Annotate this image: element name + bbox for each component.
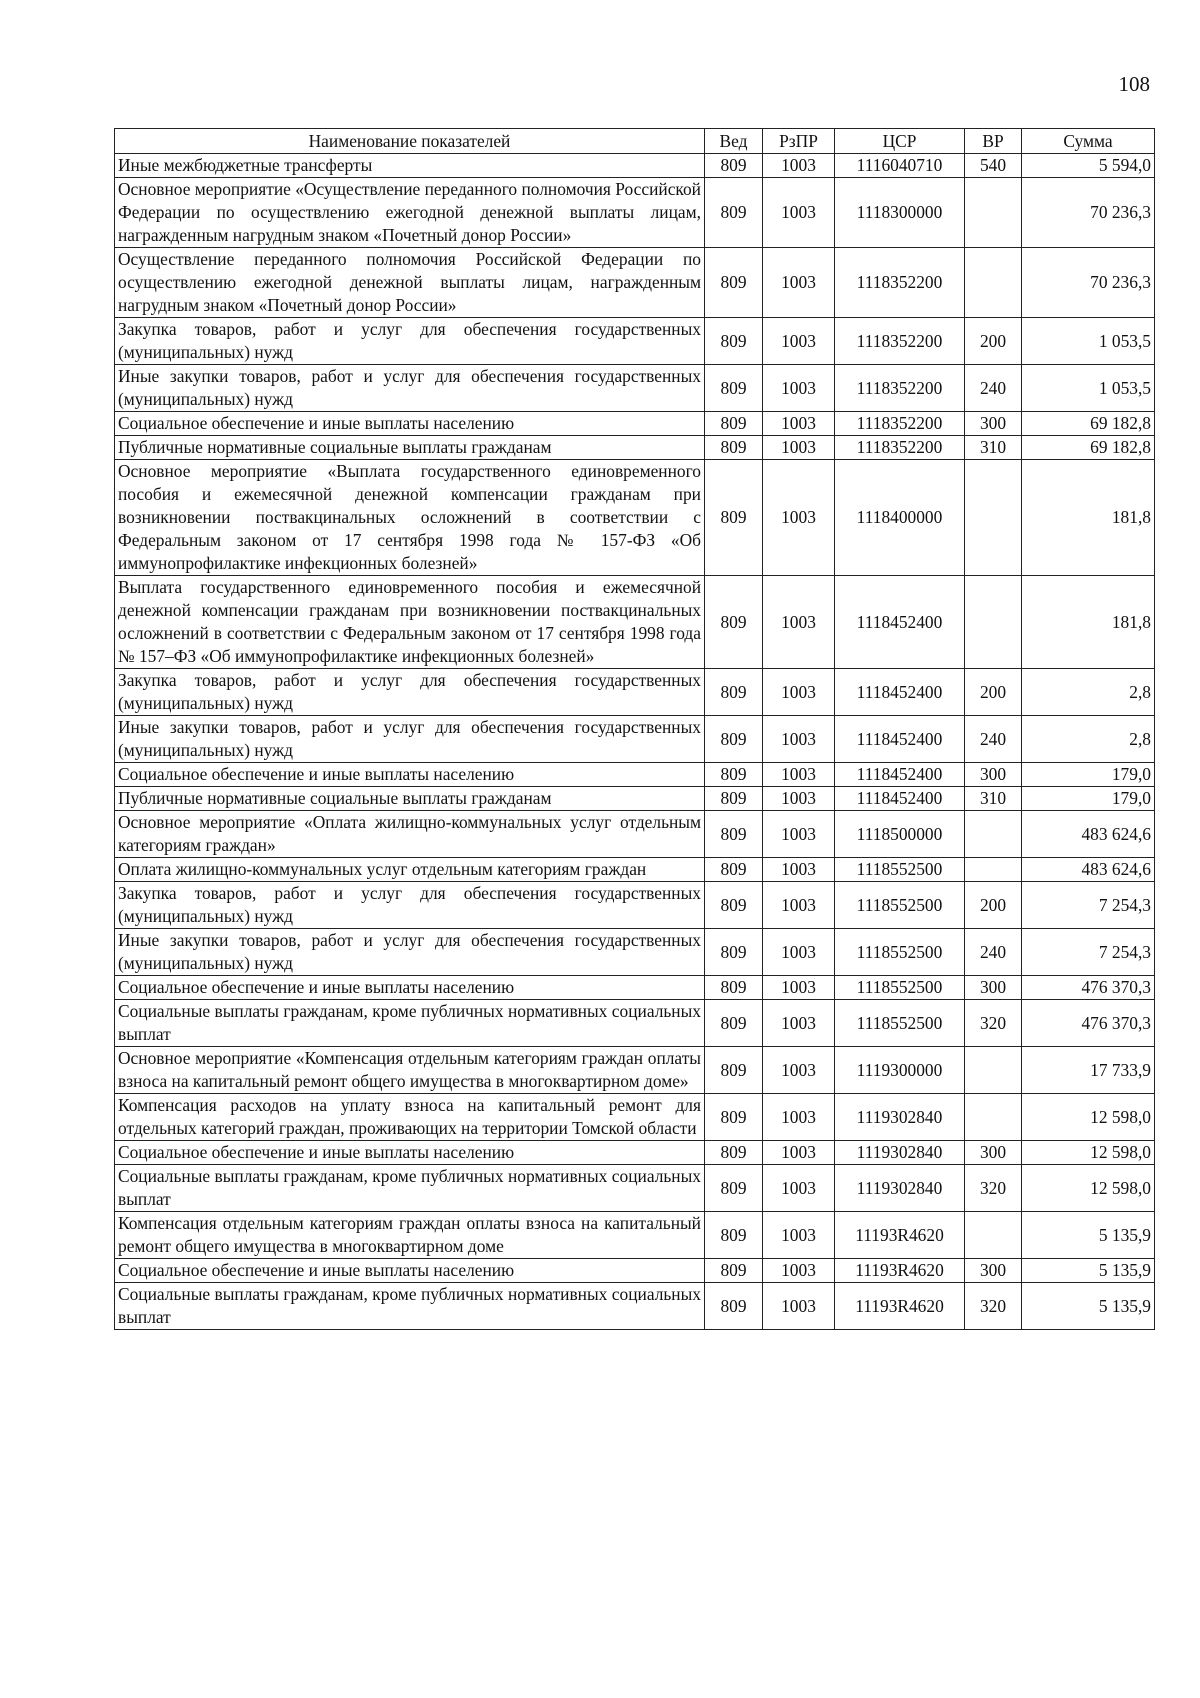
- cell-name: Закупка товаров, работ и услуг для обеспечения государственных (муниципальных) нужд: [115, 669, 705, 716]
- cell-sum: 2,8: [1022, 669, 1155, 716]
- header-rzpr: РзПР: [763, 129, 835, 154]
- cell-csr: 1119302840: [835, 1165, 965, 1212]
- cell-ved: 809: [705, 976, 763, 1000]
- cell-rzpr: 1003: [763, 1283, 835, 1330]
- cell-sum: 483 624,6: [1022, 811, 1155, 858]
- cell-ved: 809: [705, 318, 763, 365]
- cell-vr: 320: [965, 1283, 1022, 1330]
- cell-ved: 809: [705, 787, 763, 811]
- cell-name: Социальные выплаты гражданам, кроме публичных нормативных социальных выплат: [115, 1165, 705, 1212]
- cell-csr: 1118352200: [835, 248, 965, 318]
- cell-ved: 809: [705, 858, 763, 882]
- table-row: [115, 178, 1155, 248]
- cell-ved: 809: [705, 365, 763, 412]
- cell-vr: 200: [965, 669, 1022, 716]
- cell-vr: 310: [965, 787, 1022, 811]
- cell-vr: 540: [965, 154, 1022, 178]
- cell-ved: 809: [705, 1212, 763, 1259]
- cell-name: Социальное обеспечение и иные выплаты населению: [115, 763, 705, 787]
- cell-rzpr: 1003: [763, 154, 835, 178]
- cell-name: Иные закупки товаров, работ и услуг для обеспечения государственных (муниципальных) нужд: [115, 929, 705, 976]
- cell-vr: [965, 178, 1022, 248]
- cell-csr: 1118452400: [835, 716, 965, 763]
- cell-sum: 483 624,6: [1022, 858, 1155, 882]
- page-number: 108: [1118, 72, 1150, 96]
- header-ved: Вед: [705, 129, 763, 154]
- cell-vr: [965, 248, 1022, 318]
- cell-vr: 240: [965, 716, 1022, 763]
- cell-name: Иные закупки товаров, работ и услуг для обеспечения государственных (муниципальных) нужд: [115, 716, 705, 763]
- table-row: [115, 436, 1155, 460]
- cell-ved: 809: [705, 669, 763, 716]
- cell-sum: 12 598,0: [1022, 1165, 1155, 1212]
- cell-ved: 809: [705, 1094, 763, 1141]
- table-row: [115, 1283, 1155, 1330]
- table-header: [115, 129, 1155, 154]
- cell-vr: [965, 1047, 1022, 1094]
- cell-sum: 181,8: [1022, 460, 1155, 576]
- cell-rzpr: 1003: [763, 787, 835, 811]
- cell-rzpr: 1003: [763, 460, 835, 576]
- table-row: [115, 460, 1155, 576]
- cell-ved: 809: [705, 882, 763, 929]
- table-row: [115, 669, 1155, 716]
- cell-csr: 1119302840: [835, 1141, 965, 1165]
- cell-vr: [965, 576, 1022, 669]
- table-row: [115, 1212, 1155, 1259]
- cell-sum: 5 135,9: [1022, 1259, 1155, 1283]
- header-row: [115, 129, 1155, 154]
- cell-vr: 300: [965, 976, 1022, 1000]
- cell-vr: [965, 1212, 1022, 1259]
- header-vr: ВР: [965, 129, 1022, 154]
- cell-sum: 70 236,3: [1022, 178, 1155, 248]
- cell-sum: 12 598,0: [1022, 1141, 1155, 1165]
- cell-sum: 1 053,5: [1022, 318, 1155, 365]
- cell-ved: 809: [705, 716, 763, 763]
- cell-csr: 1118352200: [835, 412, 965, 436]
- cell-vr: 200: [965, 882, 1022, 929]
- cell-ved: 809: [705, 1047, 763, 1094]
- cell-rzpr: 1003: [763, 976, 835, 1000]
- cell-csr: 1118352200: [835, 365, 965, 412]
- cell-name: Социальное обеспечение и иные выплаты населению: [115, 1259, 705, 1283]
- table-row: [115, 1141, 1155, 1165]
- cell-sum: 12 598,0: [1022, 1094, 1155, 1141]
- table-row: [115, 154, 1155, 178]
- cell-vr: [965, 811, 1022, 858]
- cell-csr: 1119300000: [835, 1047, 965, 1094]
- cell-name: Публичные нормативные социальные выплаты гражданам: [115, 787, 705, 811]
- cell-ved: 809: [705, 763, 763, 787]
- header-name: Наименование показателей: [115, 129, 705, 154]
- cell-sum: 476 370,3: [1022, 976, 1155, 1000]
- cell-name: Оплата жилищно-коммунальных услуг отдельным категориям граждан: [115, 858, 705, 882]
- budget-table: [114, 128, 1155, 1330]
- cell-rzpr: 1003: [763, 1165, 835, 1212]
- cell-vr: 300: [965, 1259, 1022, 1283]
- cell-vr: 240: [965, 929, 1022, 976]
- table-row: [115, 929, 1155, 976]
- cell-ved: 809: [705, 248, 763, 318]
- table-row: [115, 1094, 1155, 1141]
- cell-sum: 5 594,0: [1022, 154, 1155, 178]
- cell-name: Основное мероприятие «Осуществление переданного полномочия Российской Федерации по осуществлению ежегодной денежной выплаты лицам, награжденным нагрудным знаком «Почетный донор России»: [115, 178, 705, 248]
- cell-rzpr: 1003: [763, 1259, 835, 1283]
- cell-sum: 70 236,3: [1022, 248, 1155, 318]
- cell-rzpr: 1003: [763, 178, 835, 248]
- cell-name: Социальное обеспечение и иные выплаты населению: [115, 1141, 705, 1165]
- cell-sum: 5 135,9: [1022, 1283, 1155, 1330]
- cell-ved: 809: [705, 178, 763, 248]
- cell-csr: 1118352200: [835, 436, 965, 460]
- cell-vr: 300: [965, 763, 1022, 787]
- cell-csr: 1118452400: [835, 576, 965, 669]
- cell-csr: 1118352200: [835, 318, 965, 365]
- cell-vr: 300: [965, 412, 1022, 436]
- cell-rzpr: 1003: [763, 318, 835, 365]
- cell-csr: 1118552500: [835, 1000, 965, 1047]
- cell-vr: 200: [965, 318, 1022, 365]
- cell-rzpr: 1003: [763, 412, 835, 436]
- cell-csr: 1118300000: [835, 178, 965, 248]
- cell-ved: 809: [705, 1165, 763, 1212]
- table-row: [115, 1259, 1155, 1283]
- cell-rzpr: 1003: [763, 1094, 835, 1141]
- table-row: [115, 763, 1155, 787]
- cell-ved: 809: [705, 412, 763, 436]
- cell-rzpr: 1003: [763, 1141, 835, 1165]
- table-row: [115, 1047, 1155, 1094]
- cell-vr: [965, 1094, 1022, 1141]
- cell-ved: 809: [705, 811, 763, 858]
- cell-sum: 179,0: [1022, 763, 1155, 787]
- cell-csr: 1118400000: [835, 460, 965, 576]
- cell-csr: 11193R4620: [835, 1259, 965, 1283]
- cell-vr: 320: [965, 1165, 1022, 1212]
- cell-name: Публичные нормативные социальные выплаты гражданам: [115, 436, 705, 460]
- cell-csr: 1118500000: [835, 811, 965, 858]
- cell-rzpr: 1003: [763, 882, 835, 929]
- cell-name: Социальные выплаты гражданам, кроме публичных нормативных социальных выплат: [115, 1283, 705, 1330]
- cell-ved: 809: [705, 576, 763, 669]
- cell-csr: 1118552500: [835, 976, 965, 1000]
- cell-ved: 809: [705, 460, 763, 576]
- table-row: [115, 1000, 1155, 1047]
- cell-sum: 69 182,8: [1022, 436, 1155, 460]
- cell-sum: 2,8: [1022, 716, 1155, 763]
- cell-csr: 1118452400: [835, 669, 965, 716]
- cell-rzpr: 1003: [763, 436, 835, 460]
- cell-sum: 476 370,3: [1022, 1000, 1155, 1047]
- cell-csr: 11193R4620: [835, 1212, 965, 1259]
- cell-sum: 17 733,9: [1022, 1047, 1155, 1094]
- cell-csr: 1119302840: [835, 1094, 965, 1141]
- header-csr: ЦСР: [835, 129, 965, 154]
- cell-rzpr: 1003: [763, 1212, 835, 1259]
- table-row: [115, 976, 1155, 1000]
- cell-name: Основное мероприятие «Выплата государственного единовременного пособия и ежемесячной денежной компенсации гражданам при возникновении поствакцинальных осложнений в соответствии с Федеральным законом от 17 сентября 1998 года № 157-ФЗ «Об иммунопрофилактике инфекционных болезней»: [115, 460, 705, 576]
- cell-vr: [965, 858, 1022, 882]
- cell-sum: 69 182,8: [1022, 412, 1155, 436]
- cell-csr: 1118552500: [835, 929, 965, 976]
- cell-ved: 809: [705, 1141, 763, 1165]
- cell-name: Основное мероприятие «Оплата жилищно-коммунальных услуг отдельным категориям граждан»: [115, 811, 705, 858]
- cell-name: Основное мероприятие «Компенсация отдельным категориям граждан оплаты взноса на капитальный ремонт общего имущества в многоквартирном доме»: [115, 1047, 705, 1094]
- cell-rzpr: 1003: [763, 669, 835, 716]
- cell-name: Социальное обеспечение и иные выплаты населению: [115, 976, 705, 1000]
- cell-vr: 310: [965, 436, 1022, 460]
- cell-name: Иные закупки товаров, работ и услуг для обеспечения государственных (муниципальных) нужд: [115, 365, 705, 412]
- cell-csr: 11193R4620: [835, 1283, 965, 1330]
- header-sum: Сумма: [1022, 129, 1155, 154]
- cell-ved: 809: [705, 1000, 763, 1047]
- cell-rzpr: 1003: [763, 858, 835, 882]
- cell-vr: 320: [965, 1000, 1022, 1047]
- cell-name: Компенсация отдельным категориям граждан оплаты взноса на капитальный ремонт общего имущества в многоквартирном доме: [115, 1212, 705, 1259]
- cell-vr: [965, 460, 1022, 576]
- table-row: [115, 576, 1155, 669]
- cell-sum: 179,0: [1022, 787, 1155, 811]
- cell-sum: 181,8: [1022, 576, 1155, 669]
- cell-vr: 300: [965, 1141, 1022, 1165]
- cell-rzpr: 1003: [763, 248, 835, 318]
- table-row: [115, 1165, 1155, 1212]
- cell-ved: 809: [705, 436, 763, 460]
- cell-csr: 1118452400: [835, 787, 965, 811]
- cell-vr: 240: [965, 365, 1022, 412]
- table-row: [115, 318, 1155, 365]
- cell-rzpr: 1003: [763, 929, 835, 976]
- table-row: [115, 811, 1155, 858]
- table-body: [115, 154, 1155, 1330]
- cell-rzpr: 1003: [763, 1047, 835, 1094]
- table-row: [115, 858, 1155, 882]
- cell-sum: 1 053,5: [1022, 365, 1155, 412]
- cell-rzpr: 1003: [763, 1000, 835, 1047]
- cell-rzpr: 1003: [763, 365, 835, 412]
- cell-rzpr: 1003: [763, 811, 835, 858]
- cell-rzpr: 1003: [763, 716, 835, 763]
- table-row: [115, 787, 1155, 811]
- cell-name: Закупка товаров, работ и услуг для обеспечения государственных (муниципальных) нужд: [115, 882, 705, 929]
- cell-rzpr: 1003: [763, 763, 835, 787]
- cell-ved: 809: [705, 1259, 763, 1283]
- cell-ved: 809: [705, 154, 763, 178]
- table-row: [115, 412, 1155, 436]
- cell-sum: 7 254,3: [1022, 929, 1155, 976]
- cell-name: Выплата государственного единовременного пособия и ежемесячной денежной компенсации гражданам при возникновении поствакцинальных осложнений в соответствии с Федеральным законом от 17 сентября 1998 года № 157–ФЗ «Об иммунопрофилактике инфекционных болезней»: [115, 576, 705, 669]
- cell-csr: 1118452400: [835, 763, 965, 787]
- cell-name: Социальные выплаты гражданам, кроме публичных нормативных социальных выплат: [115, 1000, 705, 1047]
- cell-name: Закупка товаров, работ и услуг для обеспечения государственных (муниципальных) нужд: [115, 318, 705, 365]
- table-row: [115, 248, 1155, 318]
- table-row: [115, 365, 1155, 412]
- cell-name: Компенсация расходов на уплату взноса на капитальный ремонт для отдельных категорий граждан, проживающих на территории Томской области: [115, 1094, 705, 1141]
- cell-name: Социальное обеспечение и иные выплаты населению: [115, 412, 705, 436]
- cell-csr: 1118552500: [835, 882, 965, 929]
- cell-rzpr: 1003: [763, 576, 835, 669]
- table-row: [115, 882, 1155, 929]
- cell-csr: 1118552500: [835, 858, 965, 882]
- cell-sum: 7 254,3: [1022, 882, 1155, 929]
- cell-name: Осуществление переданного полномочия Российской Федерации по осуществлению ежегодной денежной выплаты лицам, награжденным нагрудным знаком «Почетный донор России»: [115, 248, 705, 318]
- cell-ved: 809: [705, 1283, 763, 1330]
- cell-csr: 1116040710: [835, 154, 965, 178]
- cell-sum: 5 135,9: [1022, 1212, 1155, 1259]
- cell-name: Иные межбюджетные трансферты: [115, 154, 705, 178]
- table-row: [115, 716, 1155, 763]
- cell-ved: 809: [705, 929, 763, 976]
